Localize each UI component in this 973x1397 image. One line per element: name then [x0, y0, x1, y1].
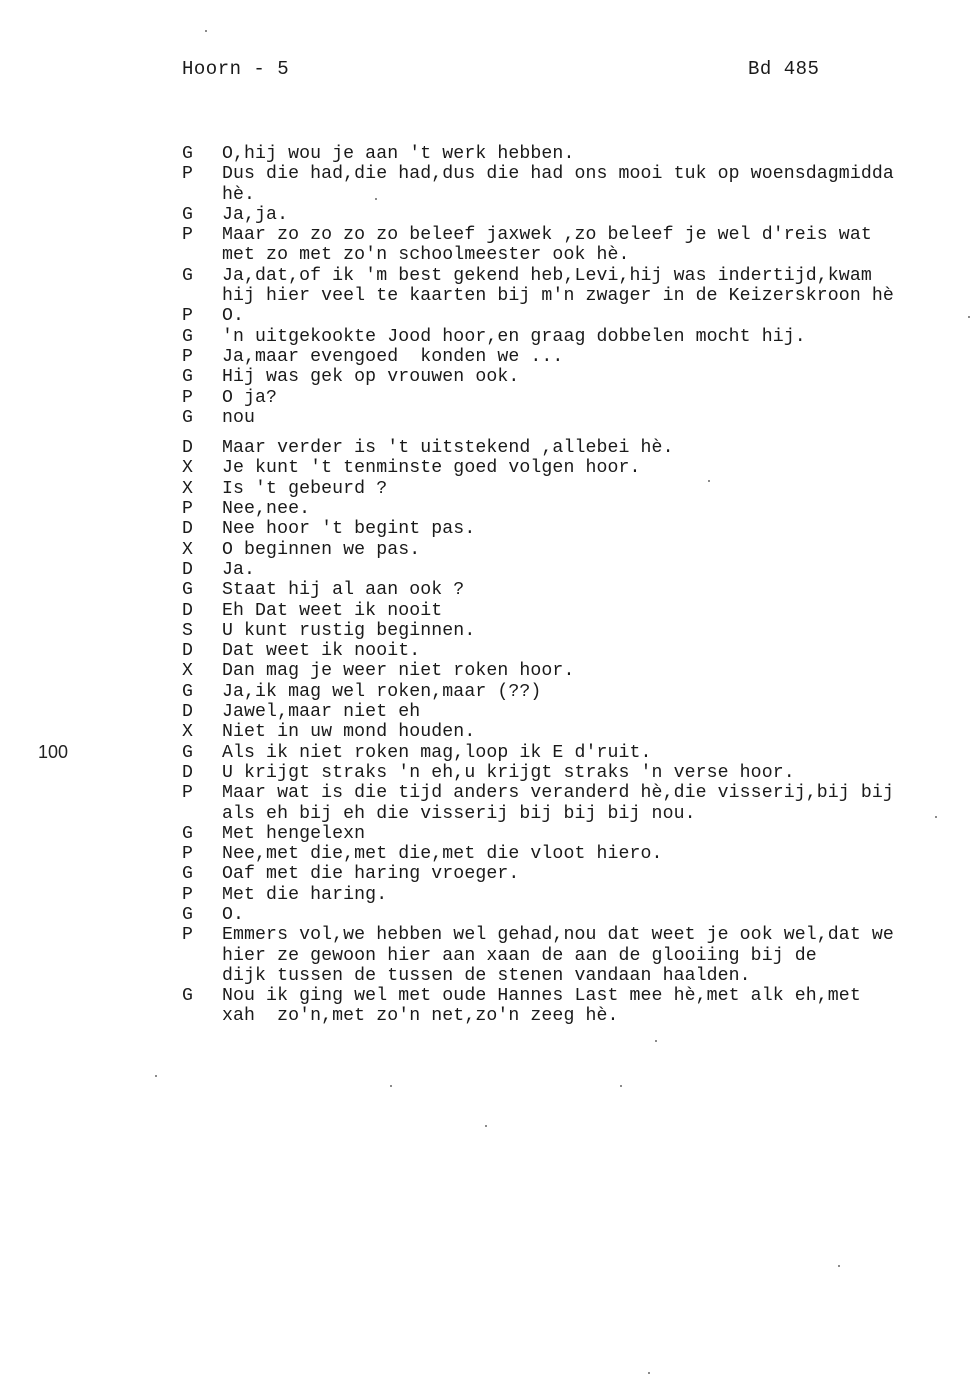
- speaker-code: G: [182, 864, 193, 885]
- utterance-text: Maar wat is die tijd anders veranderd hè,die visserij,bij bij: [222, 783, 894, 804]
- transcript-line: [182, 164, 973, 184]
- utterance-text: Eh Dat weet ik nooit: [222, 600, 443, 621]
- scan-speck: [648, 1372, 650, 1374]
- utterance-text: Hij was gek op vrouwen ook.: [222, 367, 520, 388]
- transcript-line: [182, 347, 973, 367]
- transcript-line: [182, 560, 973, 580]
- speaker-code: P: [182, 225, 193, 246]
- utterance-text: hè.: [222, 184, 256, 205]
- scan-speck: [708, 480, 710, 482]
- scan-speck: [375, 198, 377, 200]
- transcript-line: [182, 1006, 973, 1026]
- utterance-text: Je kunt 't tenminste goed volgen hoor.: [222, 458, 641, 479]
- transcript-line: [182, 763, 973, 783]
- transcript-line: [182, 580, 973, 600]
- utterance-text: U kunt rustig beginnen.: [222, 620, 476, 641]
- scan-speck: [968, 316, 970, 318]
- speaker-code: X: [182, 661, 193, 682]
- speaker-code: P: [182, 164, 193, 185]
- transcript-line: [182, 682, 973, 702]
- speaker-code: D: [182, 600, 193, 621]
- transcript-line: [182, 438, 973, 458]
- utterance-text: Ja,ik mag wel roken,maar (??): [222, 681, 542, 702]
- speaker-code: P: [182, 306, 193, 327]
- transcript-line: [182, 966, 973, 986]
- utterance-text: met zo met zo'n schoolmeester ook hè.: [222, 245, 630, 266]
- speaker-code: G: [182, 407, 193, 428]
- utterance-text: O ja?: [222, 387, 278, 408]
- transcript-line: [182, 408, 973, 428]
- utterance-text: Ja.: [222, 559, 256, 580]
- utterance-text: Staat hij al aan ook ?: [222, 580, 465, 601]
- speaker-code: G: [182, 681, 193, 702]
- scan-speck: [935, 816, 937, 818]
- transcript-line: [182, 722, 973, 742]
- transcript-line: [182, 266, 973, 286]
- speaker-code: D: [182, 641, 193, 662]
- utterance-text: Dan mag je weer niet roken hoor.: [222, 661, 575, 682]
- transcript-line: [182, 245, 973, 265]
- transcript-line: [182, 540, 973, 560]
- transcript-line: [182, 641, 973, 661]
- transcript-line: [182, 783, 973, 803]
- speaker-code: D: [182, 438, 193, 459]
- utterance-text: Met die haring.: [222, 884, 388, 905]
- speaker-code: P: [182, 499, 193, 520]
- speaker-code: G: [182, 326, 193, 347]
- scan-speck: [655, 1040, 657, 1042]
- scan-speck: [390, 1085, 392, 1087]
- transcript-line: [182, 864, 973, 884]
- transcript-line: [182, 144, 973, 164]
- transcript-line: [182, 225, 973, 245]
- utterance-text: Maar zo zo zo zo beleef jaxwek ,zo beleef je wel d'reis wat: [222, 225, 872, 246]
- transcript-line: [182, 925, 973, 945]
- margin-line-number: 100: [38, 742, 69, 762]
- transcript-line: [182, 804, 973, 824]
- utterance-text: U krijgt straks 'n eh,u krijgt straks 'n verse hoor.: [222, 762, 795, 783]
- speaker-code: P: [182, 844, 193, 865]
- speaker-code: G: [182, 367, 193, 388]
- transcript-line: [182, 844, 973, 864]
- scan-speck: [838, 1265, 840, 1267]
- speaker-code: G: [182, 580, 193, 601]
- transcript-line: [182, 499, 973, 519]
- utterance-text: Oaf met die haring vroeger.: [222, 864, 520, 885]
- transcript-line: [182, 367, 973, 387]
- utterance-text: Ja,dat,of ik 'm best gekend heb,Levi,hij was indertijd,kwam: [222, 265, 872, 286]
- speaker-code: P: [182, 783, 193, 804]
- utterance-text: 'n uitgekookte Jood hoor,en graag dobbelen mocht hij.: [222, 326, 806, 347]
- scan-speck: [155, 1075, 157, 1077]
- transcript-line: [182, 388, 973, 408]
- speaker-code: G: [182, 265, 193, 286]
- scan-speck: [205, 30, 207, 32]
- transcript-line: [182, 824, 973, 844]
- speaker-code: G: [182, 742, 193, 763]
- speaker-code: P: [182, 884, 193, 905]
- speaker-code: P: [182, 925, 193, 946]
- speaker-code: P: [182, 346, 193, 367]
- transcript-line: [182, 743, 973, 763]
- transcript-line: [182, 946, 973, 966]
- utterance-text: dijk tussen de tussen de stenen vandaan haalden.: [222, 965, 751, 986]
- transcript-line: [182, 479, 973, 499]
- speaker-code: X: [182, 539, 193, 560]
- utterance-text: Dus die had,die had,dus die had ons mooi tuk op woensdagmidda: [222, 164, 894, 185]
- document-location-header: Hoorn - 5: [182, 58, 290, 80]
- speaker-code: P: [182, 387, 193, 408]
- transcript-line: [182, 885, 973, 905]
- utterance-text: Jawel,maar niet eh: [222, 702, 421, 723]
- transcript-line: [182, 986, 973, 1006]
- transcript-line: [182, 702, 973, 722]
- transcript-body: [182, 144, 973, 1027]
- speaker-code: D: [182, 702, 193, 723]
- utterance-text: Maar verder is 't uitstekend ,allebei hè.: [222, 438, 674, 459]
- utterance-text: nou: [222, 407, 256, 428]
- utterance-text: Emmers vol,we hebben wel gehad,nou dat weet je ook wel,dat we: [222, 925, 894, 946]
- transcript-line: [182, 601, 973, 621]
- speaker-code: G: [182, 986, 193, 1007]
- speaker-code: X: [182, 478, 193, 499]
- scan-speck: [620, 1085, 622, 1087]
- utterance-text: Nee,met die,met die,met die vloot hiero.: [222, 844, 663, 865]
- speaker-code: G: [182, 204, 193, 225]
- transcript-line: [182, 327, 973, 347]
- transcript-line: [182, 519, 973, 539]
- document-reference-header: Bd 485: [748, 58, 820, 80]
- utterance-text: xah zo'n,met zo'n net,zo'n zeeg hè.: [222, 1006, 619, 1027]
- utterance-text: Nee hoor 't begint pas.: [222, 519, 476, 540]
- utterance-text: O,hij wou je aan 't werk hebben.: [222, 144, 575, 164]
- utterance-text: Dat weet ik nooit.: [222, 641, 421, 662]
- transcript-line: [182, 185, 973, 205]
- transcript-line: [182, 205, 973, 225]
- utterance-text: Niet in uw mond houden.: [222, 722, 476, 743]
- speaker-code: S: [182, 620, 193, 641]
- utterance-text: Nee,nee.: [222, 499, 311, 520]
- speaker-code: D: [182, 762, 193, 783]
- speaker-code: D: [182, 559, 193, 580]
- utterance-text: O.: [222, 904, 245, 925]
- transcript-line: [182, 621, 973, 641]
- transcript-line: [182, 306, 973, 326]
- speaker-code: X: [182, 722, 193, 743]
- transcript-line: [182, 905, 973, 925]
- speaker-code: D: [182, 519, 193, 540]
- transcript-line: [182, 286, 973, 306]
- utterance-text: O.: [222, 306, 245, 327]
- transcript-line: [182, 661, 973, 681]
- utterance-text: als eh bij eh die visserij bij bij bij nou.: [222, 803, 696, 824]
- utterance-text: Ja,ja.: [222, 204, 289, 225]
- speaker-code: G: [182, 144, 193, 164]
- utterance-text: Als ik niet roken mag,loop ik E d'ruit.: [222, 742, 652, 763]
- utterance-text: Ja,maar evengoed konden we ...: [222, 346, 564, 367]
- speaker-code: X: [182, 458, 193, 479]
- utterance-text: Met hengelexn: [222, 823, 366, 844]
- speaker-code: G: [182, 823, 193, 844]
- utterance-text: O beginnen we pas.: [222, 539, 421, 560]
- utterance-text: Nou ik ging wel met oude Hannes Last mee hè,met alk eh,met: [222, 986, 861, 1007]
- utterance-text: hier ze gewoon hier aan xaan de aan de glooiing bij de: [222, 945, 817, 966]
- speaker-code: G: [182, 904, 193, 925]
- utterance-text: hij hier veel te kaarten bij m'n zwager in de Keizerskroon hè: [222, 286, 894, 307]
- scan-speck: [485, 1125, 487, 1127]
- transcript-line: [182, 458, 973, 478]
- utterance-text: Is 't gebeurd ?: [222, 478, 388, 499]
